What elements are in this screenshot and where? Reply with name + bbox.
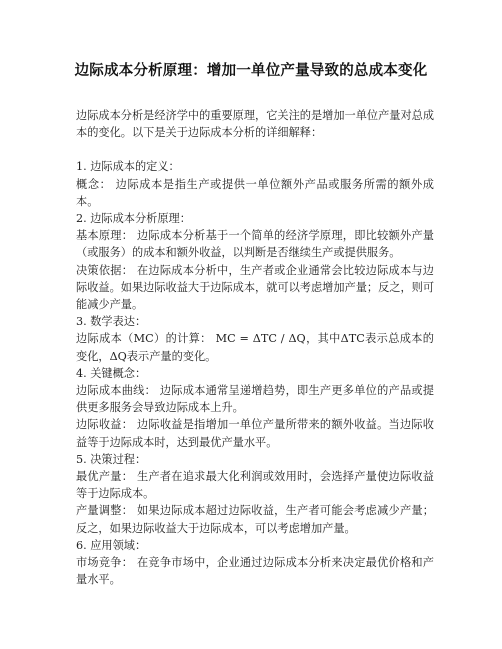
section-heading-principle: 2. 边际成本分析原理：	[76, 212, 191, 226]
section-heading-applications: 6. 应用领域：	[76, 538, 147, 552]
section-item-marginal-revenue: 边际收益： 边际收益是指增加一单位产量所带来的额外收益。当边际收益等于边际成本时，达到最优产量水平。	[76, 418, 434, 449]
section-heading-decision-process: 5. 决策过程：	[76, 452, 147, 466]
section-item-market-competition: 市场竞争： 在竞争市场中，企业通过边际成本分析来决定最优价格和产量水平。	[76, 556, 434, 587]
section-item-optimal-output: 最优产量： 生产者在追求最大化利润或效用时，会选择产量使边际收益等于边际成本。	[76, 470, 434, 501]
document-body	[76, 107, 434, 588]
section-item-basic-principle: 基本原理： 边际成本分析基于一个简单的经济学原理，即比较额外产量（或服务）的成本和额外收益，以判断是否继续生产或提供服务。	[76, 229, 434, 260]
section-item-output-adjustment: 产量调整： 如果边际成本超过边际收益，生产者可能会考虑减少产量；反之，如果边际收益大于边际成本，可以考虑增加产量。	[76, 504, 434, 535]
intro-paragraph: 边际成本分析是经济学中的重要原理，它关注的是增加一单位产量对总成本的变化。以下是关于边际成本分析的详细解释：	[76, 109, 435, 140]
section-item-concept: 概念： 边际成本是指生产或提供一单位额外产品或服务所需的额外成本。	[76, 177, 434, 208]
section-item-mc-curve: 边际成本曲线： 边际成本通常呈递增趋势，即生产更多单位的产品或提供更多服务会导致边际成本上升。	[76, 384, 434, 415]
section-heading-math: 3. 数学表达：	[76, 315, 147, 329]
section-item-decision-basis: 决策依据： 在边际成本分析中，生产者或企业通常会比较边际成本与边际收益。如果边际收益大于边际成本，就可以考虑增加产量；反之，则可能减少产量。	[76, 263, 435, 312]
section-heading-definition: 1. 边际成本的定义：	[76, 160, 180, 174]
document-title: 边际成本分析原理：增加一单位产量导致的总成本变化	[74, 63, 428, 79]
section-heading-key-concepts: 4. 关键概念：	[76, 366, 147, 380]
section-item-mc-formula: 边际成本（MC）的计算： MC = ΔTC / ΔQ，其中ΔTC表示总成本的变化，ΔQ表示产量的变化。	[76, 332, 434, 363]
